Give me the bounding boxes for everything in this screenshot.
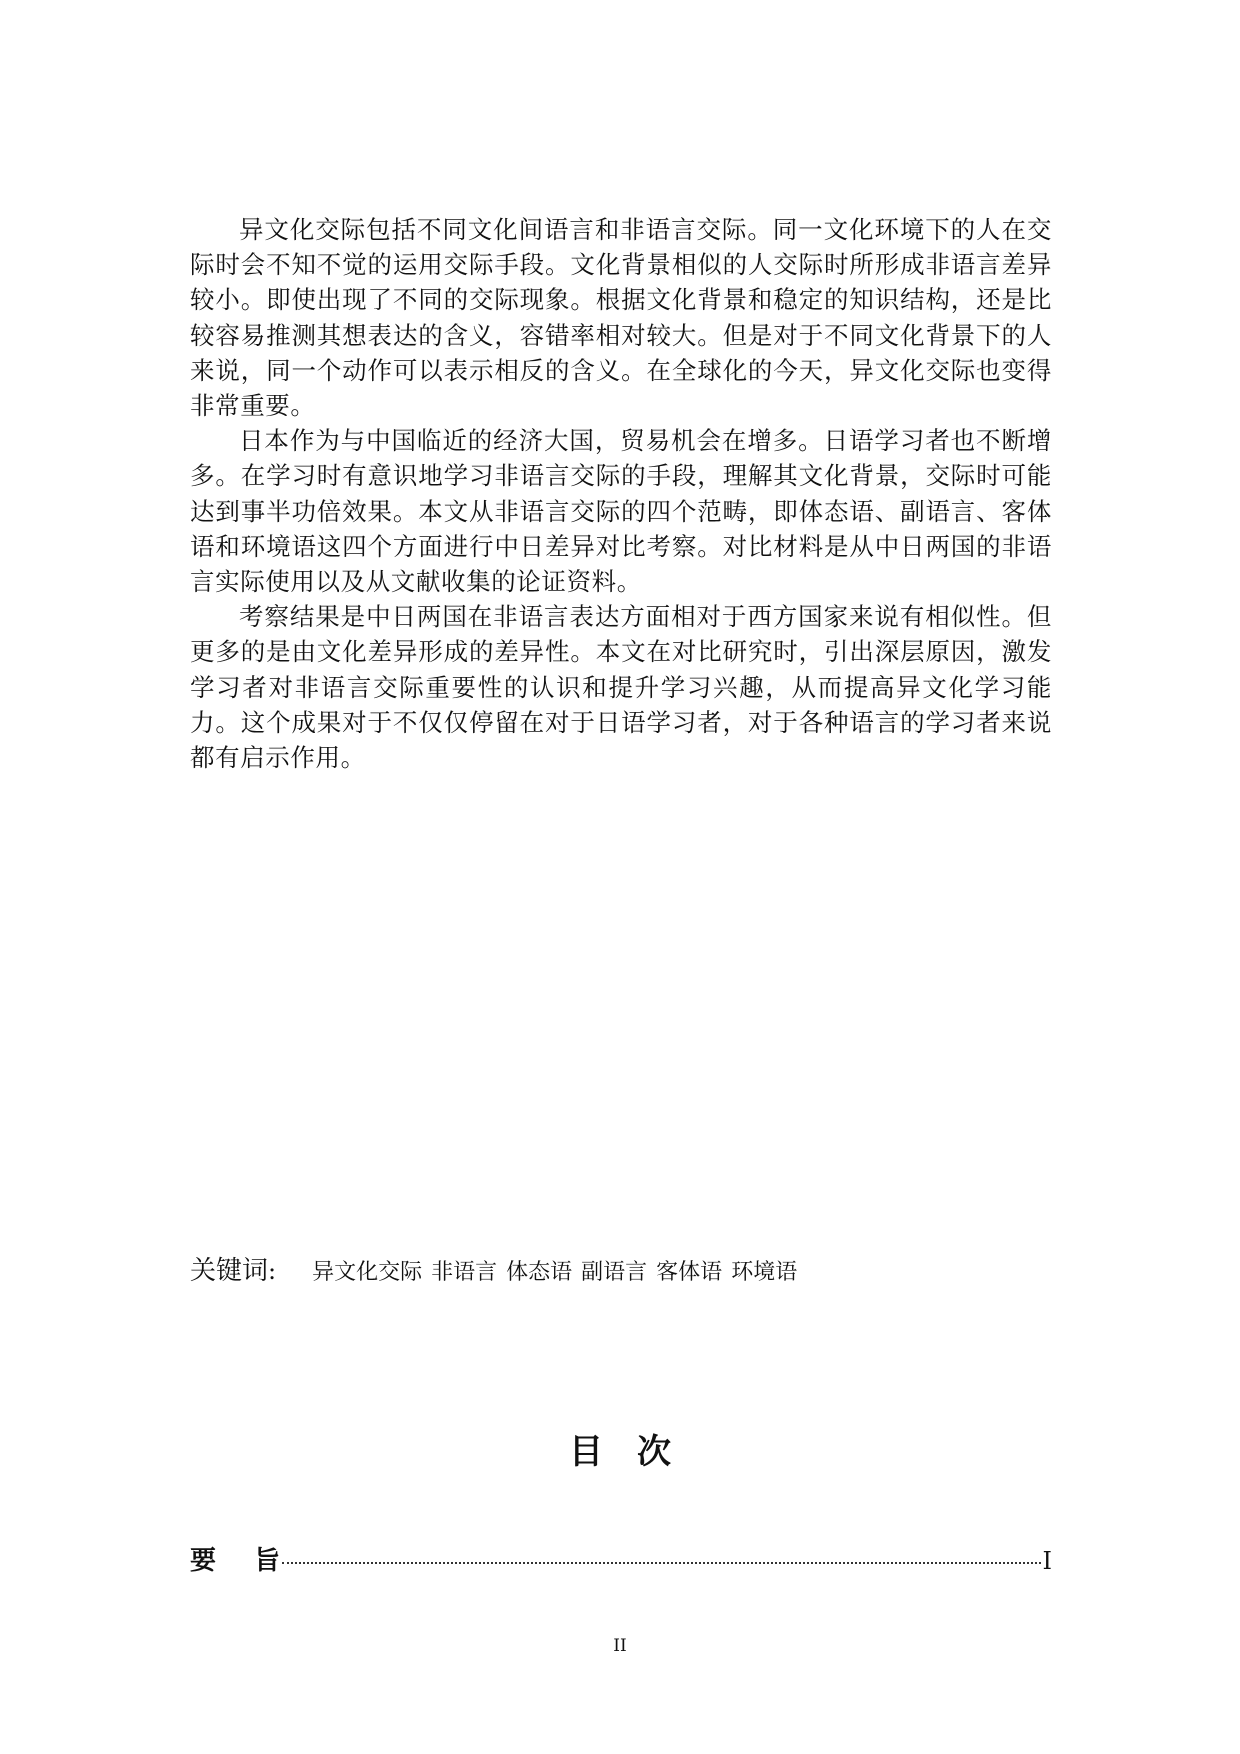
keywords-line (190, 1254, 1090, 1290)
toc-entry-label-last: 旨 (254, 1546, 281, 1576)
keyword-item: 体态语 (506, 1260, 573, 1285)
toc-entry-page: I (1042, 1547, 1052, 1575)
toc-entry[interactable] (190, 1540, 1052, 1576)
keyword-item: 环境语 (731, 1260, 798, 1285)
toc-title: 目次 (569, 1432, 705, 1472)
keywords-separator: : (268, 1257, 277, 1285)
keyword-item: 副语言 (581, 1260, 648, 1285)
abstract-body (190, 212, 1052, 775)
abstract-paragraph: 异文化交际包括不同文化间语言和非语言交际。同一文化环境下的人在交际时会不知不觉的运用交际手段。文化背景相似的人交际时所形成非语言差异较小。即使出现了不同的交际现象。根据文化背景和稳定的知识结构，还是比较容易推测其想表达的含义，容错率相对较大。但是对于不同文化背景下的人来说，同一个动作可以表示相反的含义。在全球化的今天，异文化交际也变得非常重要。 (190, 215, 1052, 421)
abstract-paragraph: 日本作为与中国临近的经济大国，贸易机会在增多。日语学习者也不断增多。在学习时有意识地学习非语言交际的手段，理解其文化背景，交际时可能达到事半功倍效果。本文从非语言交际的四个范畴，即体态语、副语言、客体语和环境语这四个方面进行中日差异对比考察。对比材料是从中日两国的非语言实际使用以及从文献收集的论证资料。 (190, 426, 1052, 597)
keyword-item: 客体语 (656, 1260, 723, 1285)
toc-entry-label-first: 要 (190, 1546, 255, 1576)
keyword-item: 异文化交际 (312, 1260, 423, 1285)
page-number: II (613, 1636, 627, 1656)
keyword-item: 非语言 (431, 1260, 498, 1285)
toc-dot-leader (282, 1562, 1040, 1564)
abstract-paragraph: 考察结果是中日两国在非语言表达方面相对于西方国家来说有相似性。但更多的是由文化差异形成的差异性。本文在对比研究时，引出深层原因，激发学习者对非语言交际重要性的认识和提升学习兴趣，从而提高异文化学习能力。这个成果对于不仅仅停留在对于日语学习者，对于各种语言的学习者来说都有启示作用。 (190, 602, 1052, 773)
keywords-label: 关键词 (190, 1256, 269, 1286)
